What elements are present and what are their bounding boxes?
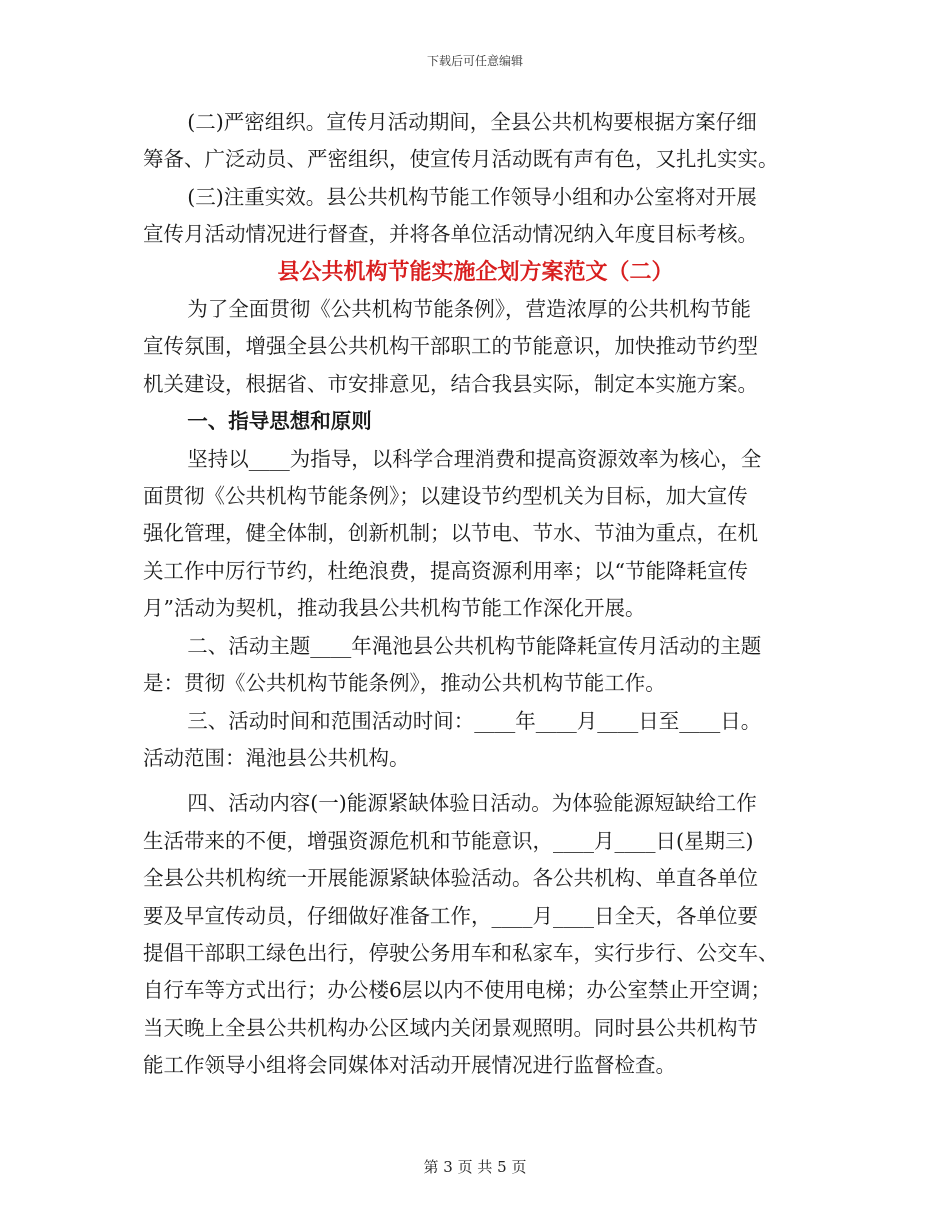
- paragraph-line: 二、活动主题____年渑池县公共机构节能降耗宣传月活动的主题: [187, 633, 762, 658]
- paragraph-line: 能工作领导小组将会同媒体对活动开展情况进行监督检查。: [143, 1053, 676, 1078]
- paragraph-line: 坚持以____为指导，以科学合理消费和提高资源效率为核心，全: [187, 446, 762, 471]
- paragraph-line: 提倡干部职工绿色出行，停驶公务用车和私家车，实行步行、公交车、: [143, 940, 779, 965]
- paragraph-line: 强化管理，健全体制，创新机制；以节电、节水、节油为重点，在机: [143, 521, 758, 546]
- paragraph-line: 宣传月活动情况进行督查，并将各单位活动情况纳入年度目标考核。: [143, 222, 758, 247]
- paragraph-line: 当天晚上全县公共机构办公区域内关闭景观照明。同时县公共机构节: [143, 1015, 758, 1040]
- document-body: [143, 104, 808, 1085]
- paragraph-line: 机关建设，根据省、市安排意见，结合我县实际，制定本实施方案。: [143, 371, 758, 396]
- section-title: 县公共机构节能实施企划方案范文（二）: [277, 258, 674, 285]
- paragraph-line: 全县公共机构统一开展能源紧缺体验活动。各公共机构、单直各单位: [143, 866, 758, 891]
- paragraph-line: 生活带来的不便，增强资源危机和节能意识，____月____日(星期三): [143, 828, 754, 853]
- paragraph-line: 三、活动时间和范围活动时间：____年____月____日至____日。: [187, 708, 762, 733]
- section-heading: 一、指导思想和原则: [187, 409, 372, 434]
- paragraph-line: 为了全面贯彻《公共机构节能条例》，营造浓厚的公共机构节能: [187, 297, 752, 322]
- paragraph-line: 自行车等方式出行；办公楼6层以内不使用电梯；办公室禁止开空调；: [143, 978, 772, 1003]
- paragraph-line: 宣传氛围，增强全县公共机构干部职工的节能意识，加快推动节约型: [143, 334, 758, 359]
- paragraph-line: 月”活动为契机，推动我县公共机构节能工作深化开展。: [143, 596, 646, 621]
- paragraph-line: 四、活动内容(一)能源紧缺体验日活动。为体验能源短缺给工作: [187, 791, 757, 816]
- page-number-footer: 第 3 页 共 5 页: [423, 1158, 527, 1176]
- paragraph-gap: [143, 777, 808, 785]
- paragraph-line: 关工作中厉行节约，杜绝浪费，提高资源利用率；以“节能降耗宣传: [143, 558, 748, 583]
- paragraph-line: 筹备、广泛动员、严密组织，使宣传月活动既有声有色，又扎扎实实。: [143, 147, 779, 172]
- paragraph-line: (二)严密组织。宣传月活动期间，全县公共机构要根据方案仔细: [187, 110, 757, 134]
- paragraph-line: 面贯彻《公共机构节能条例》；以建设节约型机关为目标，加大宣传: [143, 484, 748, 509]
- paragraph-line: 是：贯彻《公共机构节能条例》，推动公共机构节能工作。: [143, 671, 666, 696]
- paragraph-line: 活动范围：渑池县公共机构。: [143, 745, 410, 770]
- paragraph-line: 要及早宣传动员，仔细做好准备工作，____月____日全天，各单位要: [143, 903, 758, 928]
- paragraph-line: (三)注重实效。县公共机构节能工作领导小组和办公室将对开展: [187, 184, 757, 209]
- page-header-note: 下载后可任意编辑: [426, 54, 523, 68]
